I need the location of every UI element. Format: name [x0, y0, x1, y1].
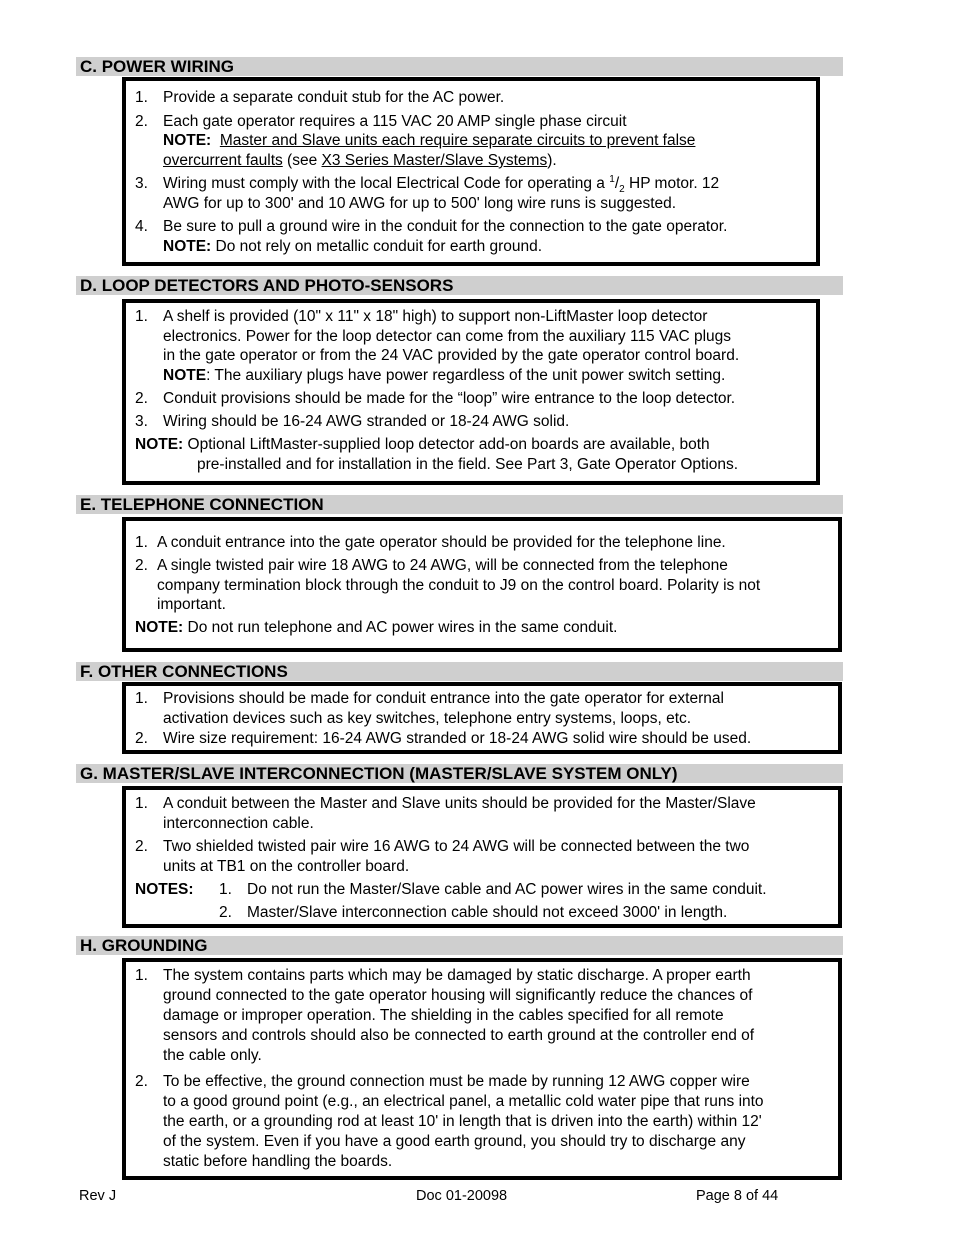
list-item: Wiring should be 16-24 AWG stranded or 18-24 AWG solid. [163, 413, 570, 430]
note-text: Optional LiftMaster-supplied loop detector add-on boards are available, both [183, 436, 710, 453]
note-label: NOTE [163, 367, 207, 384]
list-item-continued: in the gate operator or from the 24 VAC provided by the gate operator control board. [163, 347, 740, 364]
list-item: Be sure to pull a ground wire in the conduit for the connection to the gate operator. [163, 218, 728, 235]
note-text: Master/Slave interconnection cable should not exceed 3000' in length. [247, 904, 728, 921]
note-text: : The auxiliary plugs have power regardless of the unit power switch setting. [206, 367, 726, 384]
list-item: Each gate operator requires a 115 VAC 20 AMP single phase circuit [163, 113, 627, 130]
note-label: NOTE: [163, 238, 212, 255]
note-line [163, 366, 725, 385]
note-text: overcurrent faults [163, 152, 283, 169]
list-item: Provide a separate conduit stub for the AC power. [163, 89, 505, 106]
list-item-continued: to a good ground point (e.g., an electrical panel, a metallic cold water pipe that runs into [163, 1093, 764, 1110]
fraction-numerator: 1 [609, 173, 615, 185]
note-label: NOTE: [135, 436, 184, 453]
list-item-continued: the cable only. [163, 1047, 262, 1064]
list-item: Wire size requirement: 16-24 AWG stranded or 18-24 AWG solid wire should be used. [163, 730, 752, 747]
list-item-continued: electronics. Power for the loop detector can come from the auxiliary 115 VAC plugs [163, 328, 732, 345]
list-item: A conduit between the Master and Slave units should be provided for the Master/Slave [163, 795, 756, 812]
note-line [163, 237, 542, 256]
section-heading-loop-detectors: D. LOOP DETECTORS AND PHOTO-SENSORS [76, 276, 843, 295]
list-item-continued: AWG for up to 300' and 10 AWG for up to 500' long wire runs is suggested. [163, 195, 677, 212]
list-number: 1. [135, 967, 148, 984]
list-number: 3. [135, 175, 148, 192]
note-text: Master and Slave units each require separate circuits to prevent false [219, 132, 696, 149]
note-text: (see [282, 152, 322, 169]
fraction-denominator: 2 [619, 184, 625, 196]
list-item: A conduit entrance into the gate operator should be provided for the telephone line. [157, 534, 726, 551]
section-heading-master-slave: G. MASTER/SLAVE INTERCONNECTION (MASTER/SLAVE SYSTEM ONLY) [76, 764, 843, 783]
list-number: 1. [135, 308, 148, 325]
list-item: Conduit provisions should be made for the “loop” wire entrance to the loop detector. [163, 390, 736, 407]
list-item: Two shielded twisted pair wire 16 AWG to 24 AWG will be connected between the two [163, 838, 750, 855]
list-item: To be effective, the ground connection must be made by running 12 AWG copper wire [163, 1073, 750, 1090]
note-text-continued: pre-installed and for installation in the field. See Part 3, Gate Operator Options. [197, 456, 739, 473]
list-item-continued: ground connected to the gate operator housing will significantly reduce the chances of [163, 987, 753, 1004]
list-number: 2. [135, 390, 148, 407]
note-text: Do not rely on metallic conduit for earth ground. [211, 238, 543, 255]
section-heading-power-wiring: C. POWER WIRING [76, 57, 843, 76]
section-heading-other-connections: F. OTHER CONNECTIONS [76, 662, 843, 681]
list-item-continued: the earth, or a grounding rod at least 10' in length that is driven into the earth) within 12' [163, 1113, 762, 1130]
text-run: Wiring must comply with the local Electrical Code for operating a [163, 175, 610, 192]
list-number: 2. [135, 557, 148, 574]
note-line [135, 435, 710, 454]
notes-label: NOTES: [135, 881, 194, 898]
footer-page-number: Page 8 of 44 [696, 1188, 779, 1204]
list-item-continued: units at TB1 on the controller board. [163, 858, 410, 875]
list-item-continued: static before handling the boards. [163, 1153, 393, 1170]
note-line [135, 618, 617, 637]
list-item-continued: activation devices such as key switches, telephone entry systems, loops, etc. [163, 710, 692, 727]
list-item: A single twisted pair wire 18 AWG to 24 AWG, will be connected from the telephone [157, 557, 728, 574]
section-heading-telephone: E. TELEPHONE CONNECTION [76, 495, 843, 514]
list-item-continued: of the system. Even if you have a good earth ground, you should try to discharge any [163, 1133, 746, 1150]
note-text: Do not run the Master/Slave cable and AC power wires in the same conduit. [247, 881, 767, 898]
list-number: 3. [135, 413, 148, 430]
list-item-continued: sensors and controls should also be connected to earth ground at the controller end of [163, 1027, 755, 1044]
note-text: Do not run telephone and AC power wires in the same conduit. [183, 619, 618, 636]
list-number: 1. [135, 690, 148, 707]
note-line [163, 131, 695, 150]
list-item: Provisions should be made for conduit entrance into the gate operator for external [163, 690, 724, 707]
list-item-continued: damage or improper operation. The shielding in the cables specified for all remote [163, 1007, 724, 1024]
note-label: NOTE: [163, 132, 212, 149]
footer-revision: Rev J [79, 1188, 117, 1204]
list-number: 1. [219, 881, 232, 898]
list-number: 1. [135, 534, 148, 551]
note-text: ). [547, 152, 557, 169]
list-item-continued: interconnection cable. [163, 815, 314, 832]
list-number: 2. [135, 730, 148, 747]
list-item [163, 173, 720, 196]
list-number: 2. [135, 838, 148, 855]
list-number: 2. [219, 904, 232, 921]
list-number: 2. [135, 1073, 148, 1090]
note-label: NOTE: [135, 619, 184, 636]
list-number: 1. [135, 795, 148, 812]
footer-doc-number: Doc 01-20098 [416, 1188, 508, 1204]
text-run: HP motor. 12 [624, 175, 720, 192]
master-slave-link[interactable]: X3 Series Master/Slave Systems [321, 152, 548, 169]
fraction-slash: / [614, 175, 620, 192]
list-item: A shelf is provided (10" x 11" x 18" high) to support non-LiftMaster loop detector [163, 308, 708, 325]
list-number: 2. [135, 113, 148, 130]
list-number: 1. [135, 89, 148, 106]
list-item-continued: important. [157, 596, 226, 613]
list-item: The system contains parts which may be damaged by static discharge. A proper earth [163, 967, 751, 984]
list-item-continued: company termination block through the conduit to J9 on the control board. Polarity is not [157, 577, 761, 594]
note-line [163, 151, 557, 170]
section-heading-grounding: H. GROUNDING [76, 936, 843, 955]
list-number: 4. [135, 218, 148, 235]
